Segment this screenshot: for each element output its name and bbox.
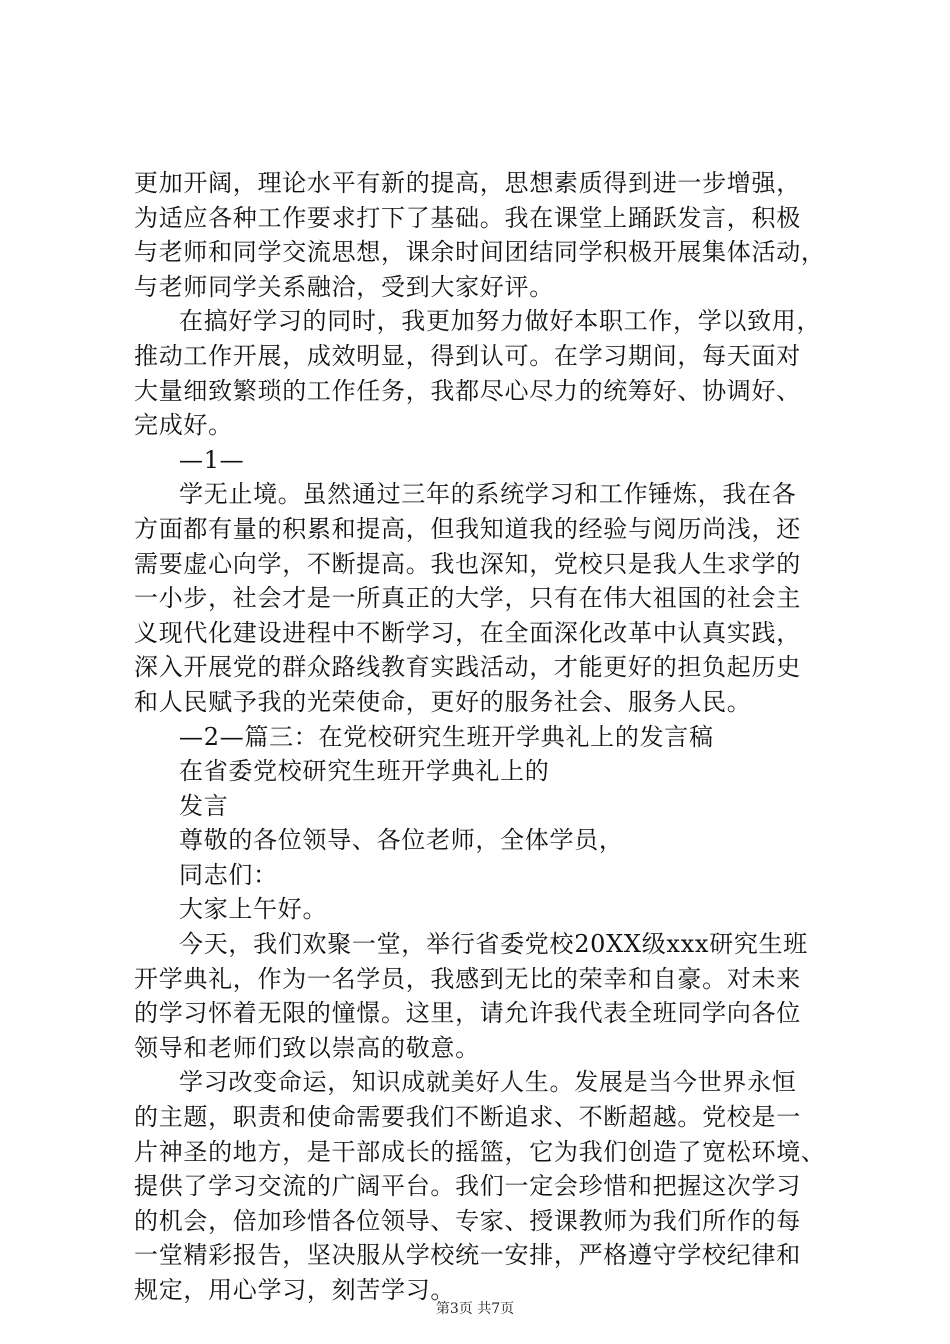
text-line: —1— — [179, 445, 245, 474]
text-line: 更加开阔，理论水平有新的提高，思想素质得到进一步增强， — [134, 169, 801, 197]
text-line: 开学典礼，作为一名学员，我感到无比的荣幸和自豪。对未来 — [134, 964, 801, 993]
text-line: 义现代化建设进程中不断学习，在全面深化改革中认真实践， — [134, 618, 801, 647]
text-line: 与老师和同学交流思想，课余时间团结同学积极开展集体活动， — [134, 238, 826, 267]
text-line: 为适应各种工作要求打下了基础。我在课堂上踊跃发言，积极 — [134, 203, 801, 232]
text-line: 完成好。 — [134, 411, 233, 440]
text-line: 在省委党校研究生班开学典礼上的 — [179, 757, 550, 786]
text-line: 大家上午好。 — [179, 895, 328, 924]
text-line: 片神圣的地方，是干部成长的摇篮，它为我们创造了宽松环境、 — [134, 1137, 826, 1166]
text-line: 深入开展党的群众路线教育实践活动，才能更好的担负起历史 — [134, 653, 801, 682]
text-line: 大量细致繁琐的工作任务，我都尽心尽力的统筹好、协调好、 — [134, 376, 801, 405]
text-line: 学无止境。虽然通过三年的系统学习和工作锤炼，我在各 — [179, 480, 797, 509]
text-line: 一小步，社会才是一所真正的大学，只有在伟大祖国的社会主 — [134, 584, 801, 613]
text-line: 规定，用心学习，刻苦学习。 — [134, 1276, 456, 1304]
text-line: 推动工作开展，成效明显，得到认可。在学习期间，每天面对 — [134, 341, 801, 370]
text-line: 的学习怀着无限的憧憬。这里，请允许我代表全班同学向各位 — [134, 999, 801, 1028]
page-footer: 第3页 共7页 — [435, 1301, 515, 1317]
text-line: 的主题，职责和使命需要我们不断追求、不断超越。党校是一 — [134, 1103, 801, 1132]
text-line: 与老师同学关系融洽，受到大家好评。 — [134, 272, 554, 301]
document-body — [134, 166, 834, 1308]
text-line: 的机会，倍加珍惜各位领导、专家、授课教师为我们所作的每 — [134, 1206, 801, 1235]
text-line: 发言 — [179, 791, 229, 820]
text-line: 同志们： — [179, 860, 278, 889]
text-line: 需要虚心向学，不断提高。我也深知，党校只是我人生求学的 — [134, 549, 801, 578]
text-line: 和人民赋予我的光荣使命，更好的服务社会、服务人民。 — [134, 687, 752, 716]
text-line: 一堂精彩报告，坚决服从学校统一安排，严格遵守学校纪律和 — [134, 1241, 801, 1270]
text-line: 今天，我们欢聚一堂，举行省委党校20XX级xxx研究生班 — [179, 930, 808, 959]
text-line: —2—篇三：在党校研究生班开学典礼上的发言稿 — [179, 722, 714, 751]
text-line: 提供了学习交流的广阔平台。我们一定会珍惜和把握这次学习 — [134, 1172, 801, 1201]
text-line: 领导和老师们致以崇高的敬意。 — [134, 1033, 480, 1062]
text-line: 方面都有量的积累和提高，但我知道我的经验与阅历尚浅，还 — [134, 514, 801, 543]
text-line: 在搞好学习的同时，我更加努力做好本职工作，学以致用， — [179, 307, 822, 336]
text-line: 尊敬的各位领导、各位老师，全体学员， — [179, 826, 624, 855]
text-line: 学习改变命运，知识成就美好人生。发展是当今世界永恒 — [179, 1068, 797, 1097]
